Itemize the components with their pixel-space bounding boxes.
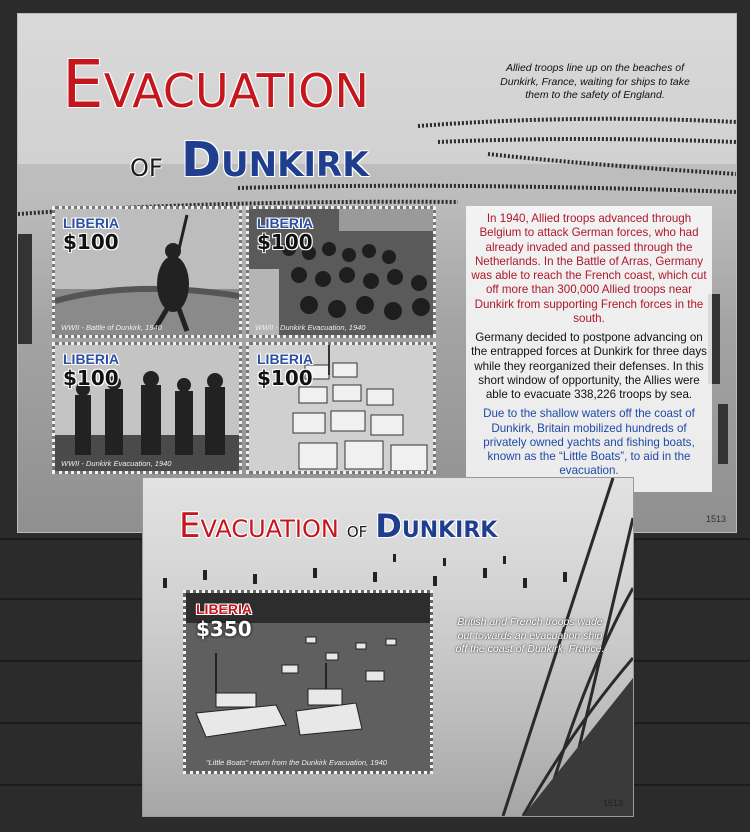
stamp-caption: WWII - Dunkirk Evacuation, 1940 — [255, 323, 366, 332]
sheet1-title-dunkirk: Dunkirk — [181, 132, 369, 188]
sheet1-code: 1513 — [705, 514, 726, 524]
history-paragraph-1: In 1940, Allied troops advanced through Belgium to attack German forces, who had already invaded and passed through the Netherlands. In the Battle of Arras, Germany was able to reach the French coast, which cut off more than 300,000 Allied troops near Dunkirk from supporting French forces in the south. — [471, 212, 707, 325]
history-paragraph-3: Due to the shallow waters off the coast of Dunkirk, Britain mobilized hundreds of privately owned yachts and fishing boats, known as the “Little Boats”, to aid in the evacuation. — [483, 407, 695, 478]
stamp-battle-of-dunkirk — [52, 206, 242, 338]
sheet1-title-of-dunkirk — [130, 132, 369, 188]
stamp-country: LIBERIA — [196, 601, 252, 617]
stamp-country: LIBERIA — [257, 215, 313, 231]
stamp-caption: WWII - Dunkirk Evacuation, 1940 — [61, 459, 172, 468]
stamp-country: LIBERIA — [257, 351, 313, 367]
sheet1-title-of: of — [130, 145, 163, 185]
stamp-little-boats — [246, 342, 436, 474]
stamp-value: $350 — [196, 617, 252, 641]
sheet2-title-of: of — [346, 518, 368, 543]
stamp-caption: WWII - Battle of Dunkirk, 1940 — [61, 323, 162, 332]
stamp-little-boats-return — [183, 590, 433, 774]
sheet2-title-evacuation: Evacuation — [179, 506, 339, 546]
history-paragraph-2: Germany decided to postpone advancing on the entrapped forces at Dunkirk for three days while they reorganized their defenses. In this short window of opportunity, the Allies were able to evacuate 338,226 troops by sea. — [471, 331, 707, 401]
sheet1-history-text — [466, 206, 712, 492]
stamp-value: $100 — [63, 230, 119, 254]
stamp-caption: “Little Boats” return from the Dunkirk Evacuation, 1940 — [206, 758, 387, 767]
stamp-country: LIBERIA — [63, 351, 119, 367]
sheet1-caption: Allied troops line up on the beaches of Dunkirk, France, waiting for ships to take them to the safety of England. — [500, 62, 690, 102]
stamp-value: $100 — [257, 230, 313, 254]
sheet2-title-dunkirk: Dunkirk — [375, 507, 498, 545]
sheet1-stamp-block — [52, 206, 442, 478]
souvenir-sheet-dunkirk-4-stamps — [18, 14, 736, 532]
stamp-dunkirk-evacuation-soldiers — [52, 342, 242, 474]
sheet1-title-evacuation: Evacuation — [62, 46, 369, 123]
souvenir-sheet-dunkirk-350 — [143, 478, 633, 816]
stamp-country: LIBERIA — [63, 215, 119, 231]
sheet2-code: 1513 — [602, 798, 623, 808]
sheet2-caption: British and French troops wade out towards an evacuation ship off the coast of Dunkirk, France. — [455, 616, 605, 656]
sheet2-title — [179, 506, 497, 546]
stamp-value: $100 — [257, 366, 313, 390]
stamp-value: $100 — [63, 366, 119, 390]
stamp-dunkirk-evacuation-troops — [246, 206, 436, 338]
